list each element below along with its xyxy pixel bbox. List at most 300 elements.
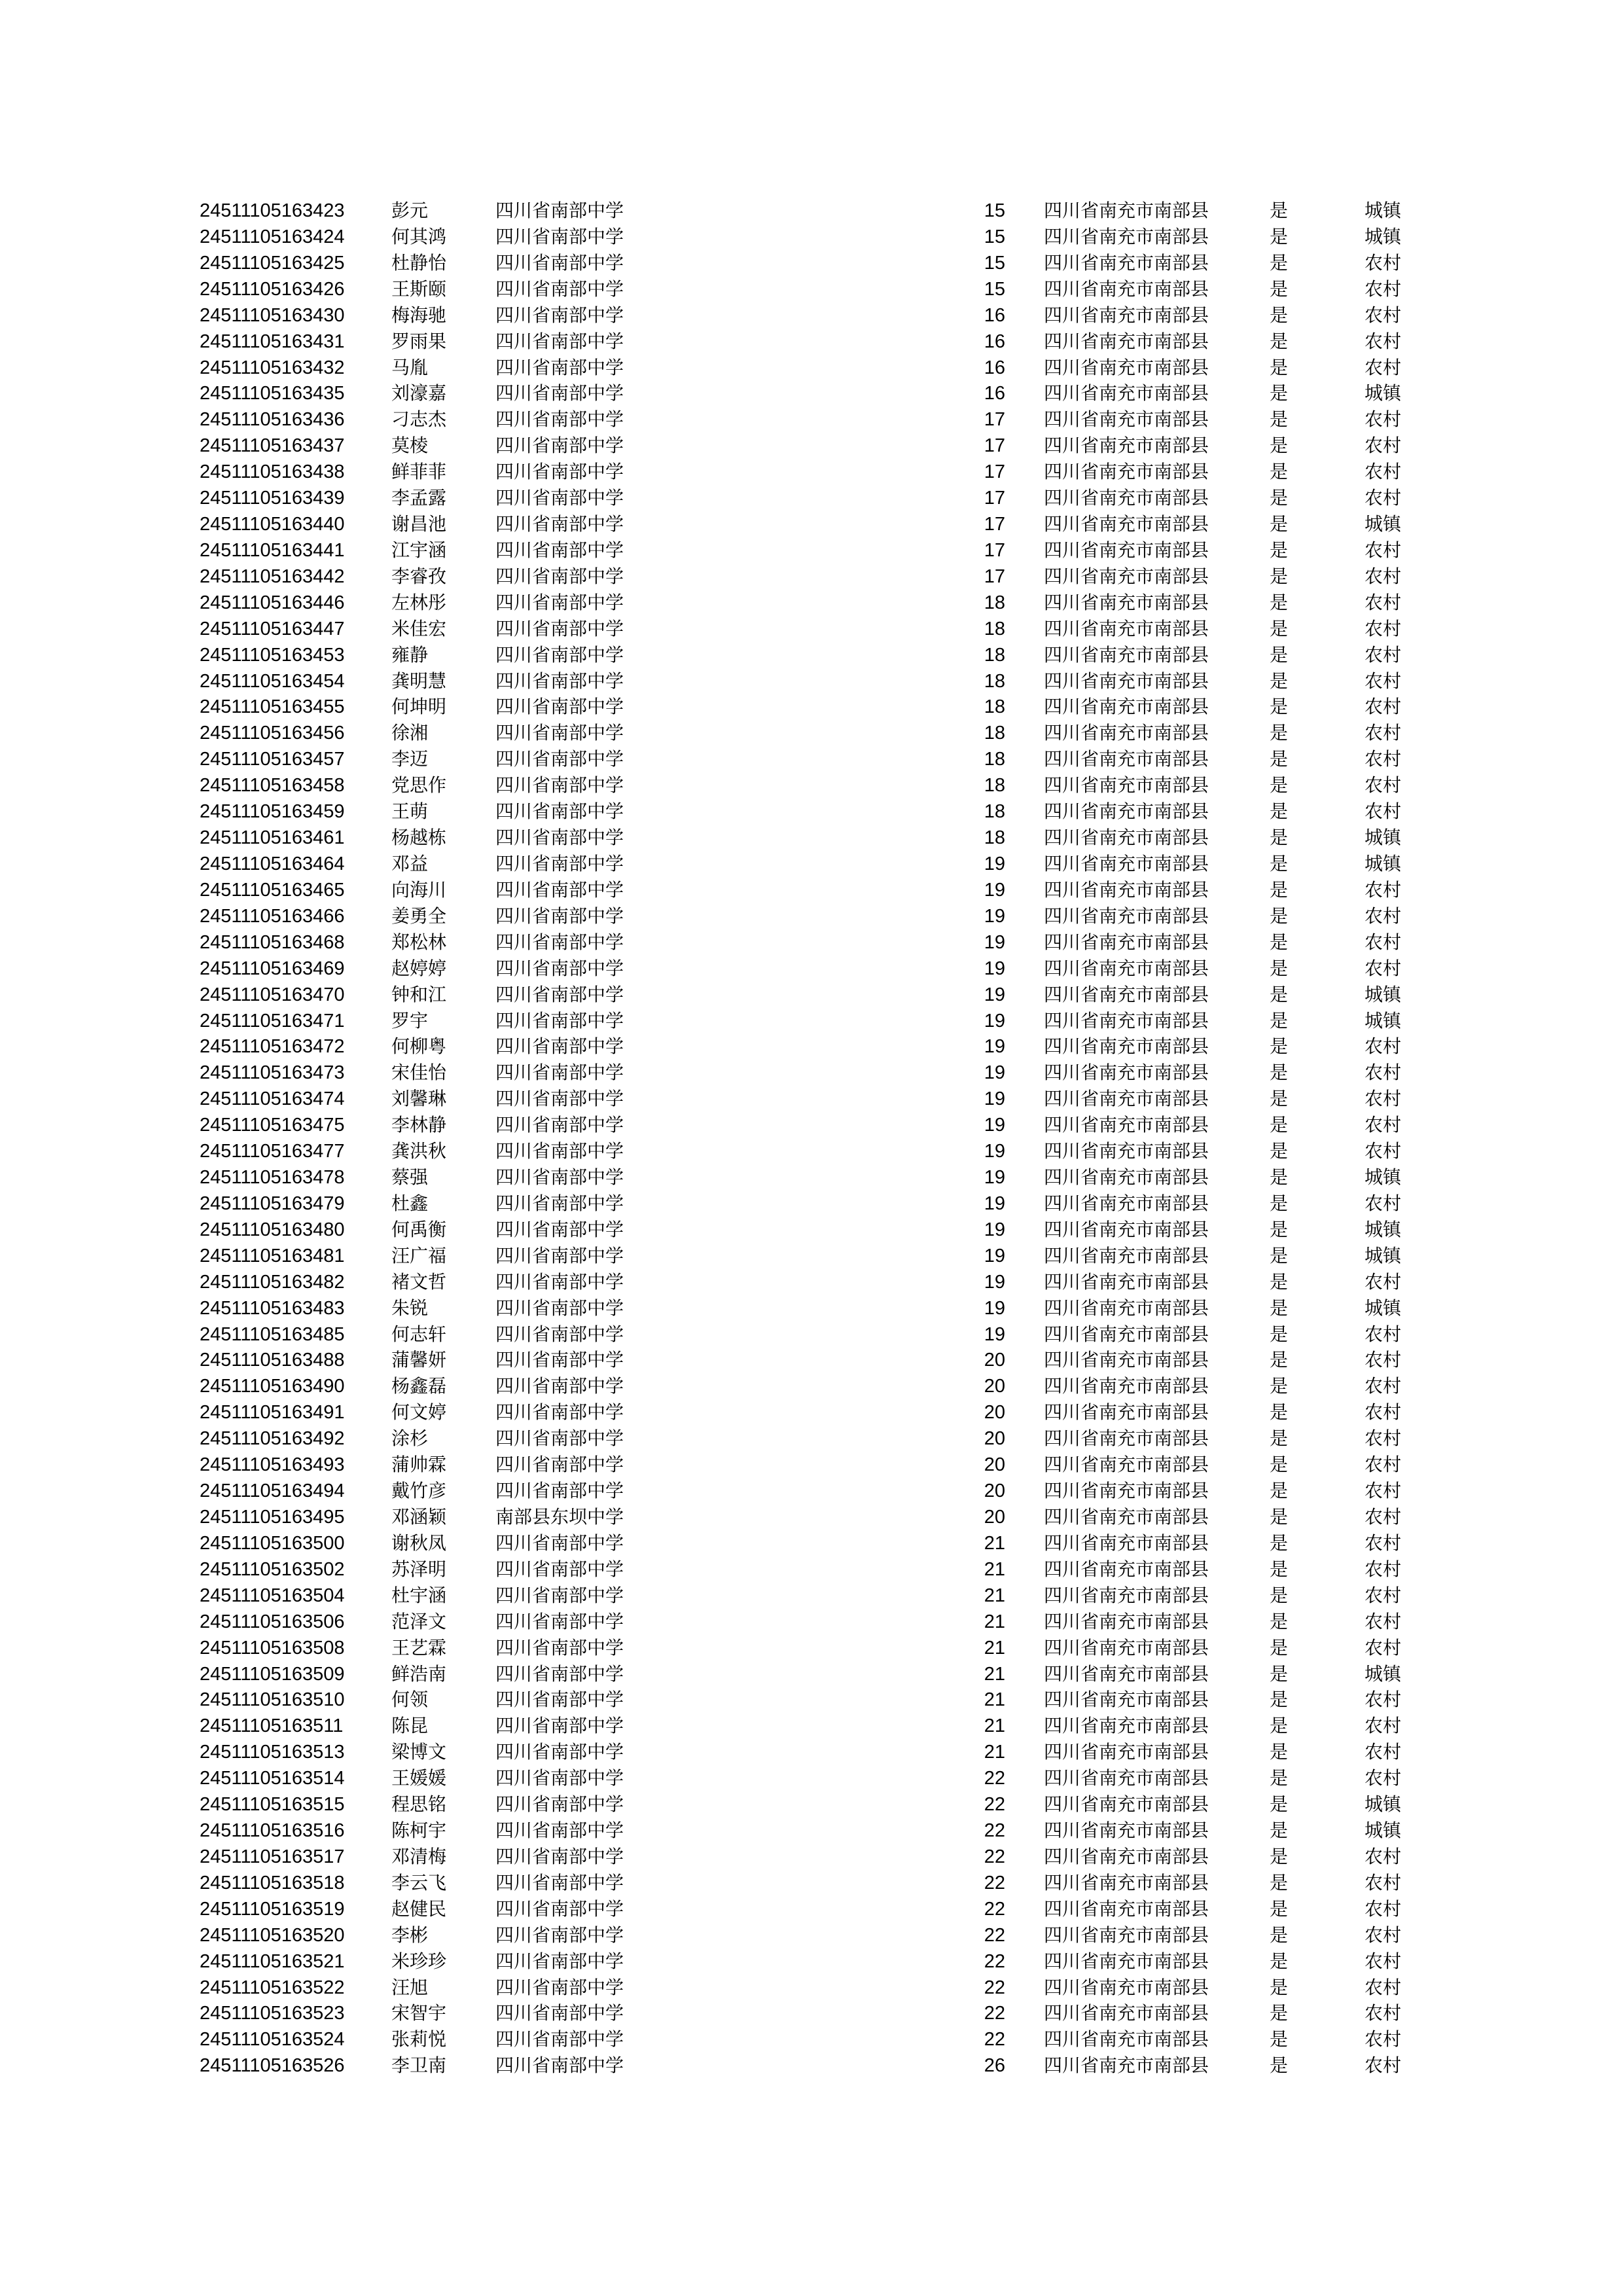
flag-value: 是 [1270, 1140, 1289, 1162]
residence-type: 农村 [1364, 722, 1402, 744]
residence-type: 农村 [1364, 435, 1402, 457]
table-row [0, 1347, 1623, 1373]
score-value: 19 [984, 958, 1005, 979]
score-value: 19 [984, 1245, 1005, 1266]
region-name: 四川省南充市南部县 [1044, 748, 1209, 770]
flag-value: 是 [1270, 853, 1289, 874]
student-id: 24511105163491 [200, 1402, 345, 1424]
student-id: 24511105163470 [200, 984, 345, 1005]
flag-value: 是 [1270, 591, 1289, 613]
residence-type: 农村 [1364, 617, 1402, 639]
table-row [0, 1373, 1623, 1399]
student-id: 24511105163502 [200, 1558, 345, 1580]
school-name: 四川省南部中学 [495, 1767, 624, 1789]
student-name: 王媛媛 [391, 1767, 447, 1789]
residence-type: 农村 [1364, 1689, 1402, 1711]
region-name: 四川省南充市南部县 [1044, 1270, 1209, 1293]
score-value: 15 [984, 226, 1005, 247]
region-name: 四川省南充市南部县 [1044, 304, 1209, 326]
student-id: 24511105163508 [200, 1637, 345, 1659]
score-value: 21 [984, 1532, 1005, 1554]
school-name: 四川省南部中学 [495, 1062, 624, 1084]
score-value: 15 [984, 252, 1005, 274]
flag-value: 是 [1270, 408, 1289, 431]
flag-value: 是 [1270, 1662, 1289, 1685]
student-name: 汪旭 [391, 1976, 429, 1998]
score-value: 21 [984, 1558, 1005, 1580]
student-name: 李迈 [391, 748, 429, 770]
score-value: 17 [984, 435, 1005, 457]
student-id: 24511105163477 [200, 1141, 345, 1162]
region-name: 四川省南充市南部县 [1044, 591, 1209, 613]
score-value: 20 [984, 1454, 1005, 1476]
score-value: 15 [984, 278, 1005, 300]
student-name: 褚文哲 [391, 1270, 447, 1293]
school-name: 四川省南部中学 [495, 304, 624, 326]
student-name: 邓清梅 [391, 1845, 447, 1867]
region-name: 四川省南充市南部县 [1044, 1610, 1209, 1632]
flag-value: 是 [1270, 1244, 1289, 1266]
student-id: 24511105163518 [200, 1872, 345, 1893]
score-value: 22 [984, 1898, 1005, 1920]
student-name: 谢昌池 [391, 513, 447, 535]
student-name: 江宇涵 [391, 539, 447, 561]
flag-value: 是 [1270, 461, 1289, 483]
score-value: 15 [984, 200, 1005, 221]
school-name: 四川省南部中学 [495, 1662, 624, 1685]
student-name: 刁志杰 [391, 408, 447, 431]
score-value: 17 [984, 409, 1005, 431]
student-id: 24511105163430 [200, 304, 345, 326]
flag-value: 是 [1270, 722, 1289, 744]
table-row [0, 485, 1623, 511]
score-value: 19 [984, 1167, 1005, 1189]
region-name: 四川省南充市南部县 [1044, 827, 1209, 849]
table-row [0, 1609, 1623, 1635]
table-row [0, 772, 1623, 798]
student-id: 24511105163466 [200, 905, 345, 927]
residence-type: 农村 [1364, 1454, 1402, 1476]
region-name: 四川省南充市南部县 [1044, 278, 1209, 300]
flag-value: 是 [1270, 1897, 1289, 1920]
flag-value: 是 [1270, 1297, 1289, 1319]
flag-value: 是 [1270, 1088, 1289, 1110]
student-id: 24511105163482 [200, 1271, 345, 1293]
flag-value: 是 [1270, 330, 1289, 352]
student-name: 莫棱 [391, 435, 429, 457]
score-value: 19 [984, 1062, 1005, 1084]
table-row [0, 406, 1623, 433]
school-name: 四川省南部中学 [495, 748, 624, 770]
flag-value: 是 [1270, 1062, 1289, 1084]
score-value: 19 [984, 984, 1005, 1005]
school-name: 四川省南部中学 [495, 225, 624, 247]
table-row [0, 798, 1623, 825]
score-value: 19 [984, 1219, 1005, 1240]
student-name: 杜鑫 [391, 1192, 429, 1214]
score-value: 16 [984, 331, 1005, 352]
score-value: 19 [984, 1297, 1005, 1319]
student-id: 24511105163425 [200, 252, 345, 274]
school-name: 四川省南部中学 [495, 1244, 624, 1266]
student-name: 左林彤 [391, 591, 447, 613]
student-id: 24511105163504 [200, 1585, 345, 1606]
student-name: 刘濠嘉 [391, 382, 447, 404]
residence-type: 城镇 [1364, 1218, 1402, 1240]
flag-value: 是 [1270, 1375, 1289, 1397]
flag-value: 是 [1270, 1976, 1289, 1998]
table-row [0, 851, 1623, 877]
student-id: 24511105163473 [200, 1062, 345, 1084]
table-row [0, 956, 1623, 982]
student-id: 24511105163446 [200, 592, 345, 613]
score-value: 19 [984, 1088, 1005, 1110]
table-row [0, 1583, 1623, 1609]
student-id: 24511105163480 [200, 1219, 345, 1240]
school-name: 四川省南部中学 [495, 1166, 624, 1189]
student-name: 王斯颐 [391, 278, 447, 300]
residence-type: 农村 [1364, 670, 1402, 692]
region-name: 四川省南充市南部县 [1044, 2054, 1209, 2077]
region-name: 四川省南充市南部县 [1044, 2028, 1209, 2051]
table-row [0, 1321, 1623, 1348]
flag-value: 是 [1270, 696, 1289, 718]
flag-value: 是 [1270, 2028, 1289, 2051]
score-value: 22 [984, 1794, 1005, 1816]
residence-type: 城镇 [1364, 225, 1402, 247]
table-row [0, 1426, 1623, 1452]
student-name: 刘馨琳 [391, 1088, 447, 1110]
region-name: 四川省南充市南部县 [1044, 487, 1209, 509]
residence-type: 农村 [1364, 1192, 1402, 1214]
student-name: 彭元 [391, 200, 429, 221]
student-name: 梅海驰 [391, 304, 447, 326]
school-name: 四川省南部中学 [495, 1480, 624, 1502]
school-name: 四川省南部中学 [495, 1715, 624, 1737]
school-name: 四川省南部中学 [495, 1454, 624, 1476]
school-name: 四川省南部中学 [495, 1636, 624, 1659]
table-row [0, 1504, 1623, 1530]
student-id: 24511105163495 [200, 1507, 345, 1528]
residence-type: 农村 [1364, 1636, 1402, 1659]
flag-value: 是 [1270, 617, 1289, 639]
table-row [0, 1452, 1623, 1478]
school-name: 四川省南部中学 [495, 1088, 624, 1110]
school-name: 四川省南部中学 [495, 957, 624, 979]
region-name: 四川省南充市南部县 [1044, 1062, 1209, 1084]
student-id: 24511105163522 [200, 1977, 345, 1998]
score-value: 18 [984, 618, 1005, 639]
residence-type: 农村 [1364, 1480, 1402, 1502]
student-id: 24511105163494 [200, 1480, 345, 1502]
student-name: 王艺霖 [391, 1636, 447, 1659]
student-id: 24511105163456 [200, 723, 345, 744]
student-name: 朱锐 [391, 1297, 429, 1319]
school-name: 南部县东坝中学 [495, 1506, 624, 1528]
school-name: 四川省南部中学 [495, 1741, 624, 1763]
region-name: 四川省南充市南部县 [1044, 1584, 1209, 1606]
score-value: 16 [984, 304, 1005, 326]
residence-type: 农村 [1364, 1871, 1402, 1893]
region-name: 四川省南充市南部县 [1044, 670, 1209, 692]
region-name: 四川省南充市南部县 [1044, 1558, 1209, 1580]
residence-type: 农村 [1364, 539, 1402, 561]
table-row [0, 1269, 1623, 1295]
school-name: 四川省南部中学 [495, 1270, 624, 1293]
student-id: 24511105163490 [200, 1376, 345, 1397]
score-value: 20 [984, 1507, 1005, 1528]
residence-type: 农村 [1364, 1114, 1402, 1136]
student-id: 24511105163488 [200, 1350, 345, 1371]
student-name: 陈昆 [391, 1715, 429, 1737]
residence-type: 城镇 [1364, 1244, 1402, 1266]
table-row [0, 1896, 1623, 1922]
student-id: 24511105163441 [200, 539, 345, 561]
score-value: 19 [984, 1141, 1005, 1162]
school-name: 四川省南部中学 [495, 1584, 624, 1606]
school-name: 四川省南部中学 [495, 1401, 624, 1424]
score-value: 19 [984, 931, 1005, 953]
table-row [0, 537, 1623, 564]
score-value: 18 [984, 723, 1005, 744]
flag-value: 是 [1270, 1610, 1289, 1632]
school-name: 四川省南部中学 [495, 800, 624, 823]
student-name: 宋智宇 [391, 2002, 447, 2024]
table-row [0, 616, 1623, 642]
residence-type: 农村 [1364, 1427, 1402, 1450]
student-name: 王萌 [391, 800, 429, 823]
flag-value: 是 [1270, 1950, 1289, 1972]
table-row [0, 982, 1623, 1008]
student-id: 24511105163500 [200, 1532, 345, 1554]
score-value: 19 [984, 853, 1005, 874]
table-row [0, 642, 1623, 668]
flag-value: 是 [1270, 1845, 1289, 1867]
flag-value: 是 [1270, 931, 1289, 953]
score-value: 22 [984, 1977, 1005, 1998]
student-name: 何志轩 [391, 1323, 447, 1345]
region-name: 四川省南充市南部县 [1044, 2002, 1209, 2024]
student-name: 邓涵颖 [391, 1506, 447, 1528]
region-name: 四川省南充市南部县 [1044, 983, 1209, 1005]
flag-value: 是 [1270, 983, 1289, 1005]
flag-value: 是 [1270, 251, 1289, 274]
table-row [0, 1191, 1623, 1217]
region-name: 四川省南充市南部县 [1044, 1897, 1209, 1920]
student-id: 24511105163454 [200, 670, 345, 692]
region-name: 四川省南充市南部县 [1044, 1349, 1209, 1371]
region-name: 四川省南充市南部县 [1044, 1506, 1209, 1528]
region-name: 四川省南充市南部县 [1044, 539, 1209, 561]
flag-value: 是 [1270, 1871, 1289, 1893]
residence-type: 农村 [1364, 931, 1402, 953]
region-name: 四川省南充市南部县 [1044, 356, 1209, 378]
score-value: 22 [984, 1872, 1005, 1893]
school-name: 四川省南部中学 [495, 513, 624, 535]
school-name: 四川省南部中学 [495, 2028, 624, 2051]
table-row [0, 1008, 1623, 1034]
student-name: 陈柯宇 [391, 1820, 447, 1842]
student-name: 宋佳怡 [391, 1062, 447, 1084]
table-row [0, 903, 1623, 929]
student-id: 24511105163423 [200, 200, 345, 221]
region-name: 四川省南充市南部县 [1044, 1845, 1209, 1867]
student-id: 24511105163526 [200, 2055, 345, 2077]
student-id: 24511105163474 [200, 1088, 345, 1110]
region-name: 四川省南充市南部县 [1044, 1689, 1209, 1711]
score-value: 17 [984, 539, 1005, 561]
residence-type: 农村 [1364, 1401, 1402, 1424]
table-row [0, 877, 1623, 903]
region-name: 四川省南充市南部县 [1044, 1950, 1209, 1972]
score-value: 18 [984, 670, 1005, 692]
student-name: 何坤明 [391, 696, 447, 718]
residence-type: 农村 [1364, 1140, 1402, 1162]
school-name: 四川省南部中学 [495, 539, 624, 561]
student-name: 杨鑫磊 [391, 1375, 447, 1397]
student-name: 蒲馨妍 [391, 1349, 447, 1371]
student-name: 何领 [391, 1689, 429, 1711]
student-id: 24511105163506 [200, 1611, 345, 1632]
school-name: 四川省南部中学 [495, 643, 624, 666]
score-value: 22 [984, 1768, 1005, 1789]
student-id: 24511105163468 [200, 931, 345, 953]
school-name: 四川省南部中学 [495, 2002, 624, 2024]
residence-type: 农村 [1364, 1532, 1402, 1554]
student-name: 汪广福 [391, 1244, 447, 1266]
residence-type: 农村 [1364, 1741, 1402, 1763]
residence-type: 农村 [1364, 748, 1402, 770]
flag-value: 是 [1270, 2054, 1289, 2077]
table-row [0, 2026, 1623, 2053]
table-row [0, 459, 1623, 485]
table-row [0, 511, 1623, 537]
region-name: 四川省南充市南部县 [1044, 1088, 1209, 1110]
residence-type: 农村 [1364, 1584, 1402, 1606]
score-value: 17 [984, 514, 1005, 535]
region-name: 四川省南充市南部县 [1044, 800, 1209, 823]
table-row [0, 1635, 1623, 1661]
flag-value: 是 [1270, 304, 1289, 326]
table-row [0, 1033, 1623, 1060]
student-id: 24511105163516 [200, 1820, 345, 1842]
school-name: 四川省南部中学 [495, 1897, 624, 1920]
school-name: 四川省南部中学 [495, 853, 624, 874]
score-value: 16 [984, 357, 1005, 378]
residence-type: 农村 [1364, 1558, 1402, 1580]
flag-value: 是 [1270, 1741, 1289, 1763]
region-name: 四川省南充市南部县 [1044, 905, 1209, 927]
flag-value: 是 [1270, 1401, 1289, 1424]
flag-value: 是 [1270, 827, 1289, 849]
flag-value: 是 [1270, 1009, 1289, 1031]
flag-value: 是 [1270, 356, 1289, 378]
region-name: 四川省南充市南部县 [1044, 565, 1209, 587]
school-name: 四川省南部中学 [495, 1610, 624, 1632]
flag-value: 是 [1270, 2002, 1289, 2024]
table-row [0, 1399, 1623, 1426]
residence-type: 城镇 [1364, 1662, 1402, 1685]
score-value: 18 [984, 696, 1005, 718]
table-row [0, 1530, 1623, 1556]
score-value: 19 [984, 1010, 1005, 1031]
student-id: 24511105163432 [200, 357, 345, 378]
region-name: 四川省南充市南部县 [1044, 696, 1209, 718]
region-name: 四川省南充市南部县 [1044, 461, 1209, 483]
residence-type: 农村 [1364, 1845, 1402, 1867]
student-id: 24511105163523 [200, 2003, 345, 2024]
score-value: 20 [984, 1480, 1005, 1502]
school-name: 四川省南部中学 [495, 1532, 624, 1554]
flag-value: 是 [1270, 800, 1289, 823]
flag-value: 是 [1270, 1035, 1289, 1058]
flag-value: 是 [1270, 1506, 1289, 1528]
table-row [0, 1922, 1623, 1948]
student-id: 24511105163459 [200, 801, 345, 823]
student-name: 李孟露 [391, 487, 447, 509]
school-name: 四川省南部中学 [495, 408, 624, 431]
table-row [0, 1295, 1623, 1321]
student-name: 杜宇涵 [391, 1584, 447, 1606]
flag-value: 是 [1270, 1532, 1289, 1554]
student-name: 李林静 [391, 1114, 447, 1136]
student-name: 何文婷 [391, 1401, 447, 1424]
residence-type: 农村 [1364, 2054, 1402, 2077]
flag-value: 是 [1270, 1715, 1289, 1737]
residence-type: 农村 [1364, 1924, 1402, 1946]
region-name: 四川省南充市南部县 [1044, 1035, 1209, 1058]
region-name: 四川省南充市南部县 [1044, 1140, 1209, 1162]
table-row [0, 1164, 1623, 1191]
student-name: 戴竹彦 [391, 1480, 447, 1502]
residence-type: 农村 [1364, 957, 1402, 979]
score-value: 20 [984, 1350, 1005, 1371]
student-id: 24511105163469 [200, 958, 345, 979]
school-name: 四川省南部中学 [495, 565, 624, 587]
flag-value: 是 [1270, 1114, 1289, 1136]
student-id: 24511105163439 [200, 488, 345, 509]
residence-type: 农村 [1364, 565, 1402, 587]
flag-value: 是 [1270, 1427, 1289, 1450]
table-row [0, 929, 1623, 956]
student-name: 杨越栋 [391, 827, 447, 849]
school-name: 四川省南部中学 [495, 487, 624, 509]
region-name: 四川省南充市南部县 [1044, 1662, 1209, 1685]
student-id: 24511105163521 [200, 1950, 345, 1972]
region-name: 四川省南充市南部县 [1044, 225, 1209, 247]
residence-type: 农村 [1364, 1270, 1402, 1293]
student-name: 罗宇 [391, 1009, 429, 1031]
student-id: 24511105163442 [200, 565, 345, 587]
residence-type: 农村 [1364, 1375, 1402, 1397]
student-name: 龚洪秋 [391, 1140, 447, 1162]
residence-type: 农村 [1364, 774, 1402, 797]
student-name: 何禹衡 [391, 1218, 447, 1240]
table-row [0, 1765, 1623, 1791]
region-name: 四川省南充市南部县 [1044, 382, 1209, 404]
flag-value: 是 [1270, 1767, 1289, 1789]
student-id: 24511105163479 [200, 1193, 345, 1214]
residence-type: 农村 [1364, 1715, 1402, 1737]
residence-type: 农村 [1364, 1088, 1402, 1110]
student-id: 24511105163447 [200, 618, 345, 639]
flag-value: 是 [1270, 957, 1289, 979]
flag-value: 是 [1270, 670, 1289, 692]
school-name: 四川省南部中学 [495, 983, 624, 1005]
school-name: 四川省南部中学 [495, 2054, 624, 2077]
student-name: 姜勇全 [391, 905, 447, 927]
residence-type: 农村 [1364, 2028, 1402, 2051]
